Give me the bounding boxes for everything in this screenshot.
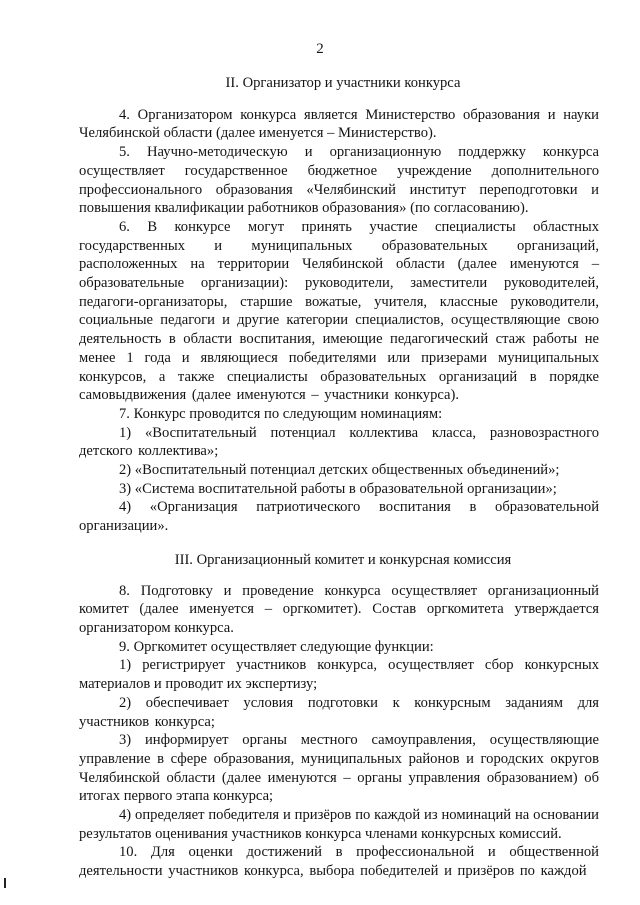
- nomination-2: 2) «Воспитательный потенциал детских общественных объединений»;: [119, 462, 560, 479]
- scan-margin-mark: [4, 878, 6, 888]
- function-3: 3) информирует органы местного самоуправления, осуществляющие управление в сфере образования, муниципальных районов и городских округов Челябинской области (далее именуются – органы управления образованием) об итогах первого этапа конкурса;: [79, 732, 599, 805]
- paragraph-9: 9. Оргкомитет осуществляет следующие функции:: [119, 638, 434, 655]
- function-1: 1) регистрирует участников конкурса, осуществляет сбор конкурсных материалов и проводит их экспертизу;: [79, 657, 599, 693]
- document-body: [79, 74, 599, 881]
- nomination-3: 3) «Система воспитательной работы в образовательной организации»;: [119, 480, 557, 497]
- function-2: 2) обеспечивает условия подготовки к конкурсным заданиям для участников конкурса;: [79, 694, 599, 730]
- paragraph-8: 8. Подготовку и проведение конкурса осуществляет организационный комитет (далее именуется – оргкомитет). Состав оргкомитета утверждается организатором конкурса.: [79, 582, 599, 636]
- function-4: 4) определяет победителя и призёров по каждой из номинаций на основании результатов оценивания участников конкурса членами конкурсных комиссий.: [79, 807, 599, 842]
- nomination-1: 1) «Воспитательный потенциал коллектива класса, разновозрастного детского коллектива»;: [79, 424, 599, 460]
- section-heading-committee: III. Организационный комитет и конкурсная комиссия: [174, 551, 512, 568]
- paragraph-10: 10. Для оценки достижений в профессиональной и общественной деятельности участников конкурса, выбора победителей и призёров по каждой: [79, 844, 599, 880]
- paragraph-7: 7. Конкурс проводится по следующим номинациям:: [119, 405, 443, 422]
- paragraph-6: 6. В конкурсе могут принять участие специалисты областных государственных и муниципальных образовательных организаций, расположенных на территории Челябинской области (далее именуются – образовательные организации): руководители, заместители руководителей, педагоги-организаторы, старшие вожатые, учителя, классные руководители, социальные педагоги и другие категории специалистов, осуществляющие свою деятельность в области воспитания, имеющие педагогический стаж работы не менее 1 года и являющиеся победителями или призерами муниципальных конкурсов, а также специалисты образовательных организаций в порядке самовыдвижения (далее именуются – участники конкурса).: [79, 218, 599, 404]
- page-number: 2: [316, 41, 324, 57]
- section-heading-organizer: II. Организатор и участники конкурса: [225, 75, 461, 91]
- paragraph-4: 4. Организатором конкурса является Министерство образования и науки Челябинской области (далее именуется – Министерство).: [79, 106, 599, 142]
- paragraph-5: 5. Научно-методическую и организационную поддержку конкурса осуществляет государственное бюджетное учреждение дополнительного профессионального образования «Челябинский институт переподготовки и повышения квалификации работников образования» (по согласованию).: [79, 144, 599, 217]
- nomination-4: 4) «Организация патриотического воспитания в образовательной организации».: [79, 499, 599, 535]
